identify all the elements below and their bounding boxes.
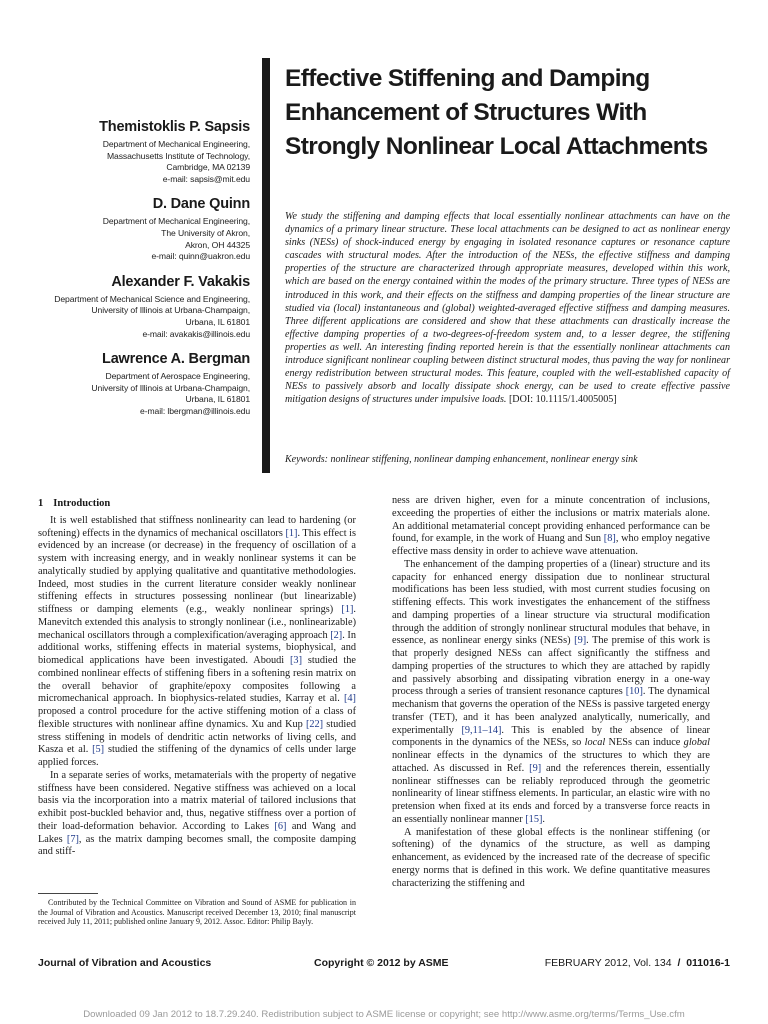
abstract-text: We study the stiffening and damping effects that local essentially nonlinear attachments can have on the dynamics of a primary linear structure. These local attachments can be designed to act as nonlinear energy sinks (NESs) of shock-induced energy by engaging in isolated resonance captures or resonance capture cascades with structural modes. After the introduction of the NESs, the effective stiffness and damping properties of the structure are characterized through appropriate measures, developed within this work, which are based on the energy contained within the modes of the primary structure. Three types of NESs are introduced in this work, and their effects on the stiffness and damping properties of the linear structure are studied via (local) instantaneous and (global) weighted-averaged effective stiffness and damping measures. Three different applications are considered and show that these attachments can drastically increase the effective damping properties of a two-degrees-of-freedom system and, to a lesser degree, the stiffening properties as well. An interesting finding reported herein is that the essentially nonlinear attachments can introduce significant nonlinear coupling between distinct structural modes, thus paving the way for nonlinear energy redistribution between structural modes. This feature, coupled with the well-established capacity of NESs to passively absorb and locally dissipate shock energy, can be used to create effective passive mitigation designs of structures under impulsive loads. [285, 211, 730, 406]
citation-link[interactable]: [2] [330, 629, 343, 641]
author-affiliation: Urbana, IL 61801 [185, 316, 250, 327]
citation-link[interactable]: [3] [290, 655, 303, 666]
journal-name: Journal of Vibration and Acoustics [38, 957, 212, 969]
author-affiliation: University of Illinois at Urbana-Champaign, [91, 382, 250, 393]
author-block [40, 273, 250, 340]
citation-link[interactable]: [7] [66, 833, 79, 845]
footnote: Contributed by the Technical Committee on Vibration and Sound of ASME for publication in the Journal of Vibration and Acoustics. Manuscript received December 13, 2010; final manuscript received July 11, 2011; published online January 9, 2012. Assoc. Editor: Philip Bayly. [38, 898, 356, 927]
issue-separator: / [677, 957, 681, 969]
citation-link[interactable]: [6] [274, 820, 287, 832]
author-affiliation: Akron, OH 44325 [185, 239, 250, 250]
author-email: e-mail: avakakis@illinois.edu [142, 328, 250, 339]
author-name: D. Dane Quinn [152, 196, 250, 213]
body-column-right [392, 495, 710, 890]
article-id: 011016-1 [686, 957, 730, 969]
author-affiliation: University of Illinois at Urbana-Champaign, [91, 305, 250, 316]
footnote-divider [38, 893, 98, 894]
body-paragraph: In a separate series of works, metamaterials with the property of negative stiffness have been considered. Negative stiffness was achieved on a local basis via the incorporation into a matrix material of tailored inclusions that exhibit post-buckled behavior and, thus, negative stiffness over a portion of their load-deformation behavior. According to Lakes [6] and Wang and Lakes [7], as the matrix damping becomes small, the composite damping and stiff- [38, 769, 357, 858]
citation-link[interactable]: [22] [305, 718, 324, 730]
body-paragraph: It is well established that stiffness nonlinearity can lead to hardening (or softening) effects in the dynamics of mechanical oscillators [1]. This effect is evidenced by an increase (or decrease) in the frequency of oscillation of a system with increasing energy, and in weakly nonlinear systems it can be analytically studied by applying qualitative and quantitative methodologies. Indeed, most studies in the current literature consider weakly nonlinear stiffening effects in structures possessing nonlinear (but linearizable) stiffness or damping elements (e.g., weakly nonlinear springs) [1]. Manevitch extended this analysis to strongly nonlinear (i.e., nonlinearizable) mechanical oscillators through a complexification/averaging approach [2]. In additional works, stiffening effects in material systems, biophysical, and biomedical applications have been investigated. Aboudi [3] studied the combined nonlinear effects of stiffening fibers in a softening resin matrix on the overall behavior of graphite/epoxy composites following a micromechanical approach. In biophysics-related studies, Karray et al. [4] proposed a control procedure for the active stiffening motion of a class of flexible structures with nonlinear affine dynamics. Xu and Kup [22] studied stress stiffening in models of dendritic actin networks of living cells, and Kasza et al. [5] studied the stiffening of the dynamics of cells under large applied forces. [38, 514, 357, 768]
author-email: e-mail: sapsis@mit.edu [162, 173, 250, 184]
body-paragraph: A manifestation of these global effects is the nonlinear stiffening (or softening) of the dynamics of the structure, as well as damping enhancement, as evidenced by the increased rate of the decrease of specific energy norms that is defined in this work. We define quantitative measures characterizing the stiffening and [392, 826, 710, 889]
author-name: Alexander F. Vakakis [111, 273, 250, 290]
body-paragraph: ness are driven higher, even for a minute concentration of inclusions, exceeding the properties of either the inclusions or matrix materials alone. An additional metamaterial concept providing enhanced performance can be found, for example, in the work of Huang and Sun [8], who employ negative effective mass density in order to achieve wave attenuation. [392, 495, 711, 557]
citation-link[interactable]: [15] [525, 813, 543, 825]
author-name: Lawrence A. Bergman [102, 351, 250, 368]
emphasis-text: global [683, 737, 710, 749]
section-title: Introduction [53, 498, 111, 509]
emphasis-text: local [584, 737, 606, 749]
abstract [285, 210, 730, 406]
issue-info [545, 957, 730, 969]
title-divider-bar [262, 58, 270, 473]
section-number: 1 [38, 498, 44, 509]
author-email: e-mail: lbergman@illinois.edu [140, 405, 250, 416]
author-block [40, 195, 250, 262]
citation-link[interactable]: [9] [529, 762, 542, 774]
doi-link[interactable]: [DOI: 10.1115/1.4005005] [508, 394, 617, 406]
left-paragraphs [38, 515, 356, 859]
author-affiliation: Department of Aerospace Engineering, [105, 371, 250, 382]
citation-link[interactable]: [1] [341, 604, 354, 615]
author-email: e-mail: quinn@uakron.edu [151, 251, 250, 262]
download-notice: Downloaded 09 Jan 2012 to 18.7.29.240. Redistribution subject to ASME license or copyright; see http://www.asme.org/terms/Terms_Use.cfm [83, 1009, 685, 1020]
author-name: Themistoklis P. Sapsis [99, 119, 250, 135]
body-paragraph: The enhancement of the damping properties of a (linear) structure and its capacity for enhanced energy dissipation due to nonlinear structural modifications has been less studied, with most current studies focusing on stiffening effects. This work investigates the enhancement of the stiffness and damping properties of a linear structure via structural modification through the addition of strongly nonlinear structural modules that behave, in essence, as nonlinear energy sinks (NESs) [9]. The premise of this work is that properly designed NESs can affect significantly the stiffness and damping properties of the structures to which they are attached by rapidly and passively absorbing and dissipating vibration energy in a one-way process through a series of transient resonance captures [10]. The dynamical mechanism that governs the operation of the NESs is passive targeted energy transfer (TET), and it has been analyzed analytically, numerically, and experimentally [9,11–14]. This is enabled by the absence of linear components in the dynamics of the NESs, so local NESs can induce global nonlinear effects in the dynamics of the structures to which they are attached. As discussed in Ref. [9] and the references therein, essentially nonlinear stiffnesses can be reliably reproduced through the geometric nonlinearity of linear stiffness elements. In particular, an elastic wire with no pretension when fixed at its ends and forced by a transverse force reacts in an essentially nonlinear manner [15]. [392, 558, 710, 825]
citation-link[interactable]: [1] [285, 527, 298, 539]
author-affiliation: Department of Mechanical Engineering, [102, 139, 250, 149]
author-block [40, 118, 250, 185]
citation-link[interactable]: [5] [92, 744, 105, 756]
author-block [40, 350, 250, 417]
citation-link[interactable]: [4] [343, 693, 356, 705]
citation-link[interactable]: [9] [574, 635, 587, 647]
citation-link[interactable]: [9,11–14] [461, 724, 502, 736]
author-affiliation: Urbana, IL 61801 [185, 394, 250, 405]
author-affiliation: The University of Akron, [161, 227, 250, 238]
author-affiliation: Department of Mechanical Engineering, [102, 216, 250, 227]
issue-date: FEBRUARY 2012, Vol. 134 [544, 957, 672, 969]
paper-title: Effective Stiffening and Damping Enhancement of Structures With Strongly Nonlinear Local Attachments [285, 65, 708, 160]
author-affiliation: Cambridge, MA 02139 [166, 162, 250, 173]
author-affiliation: Department of Mechanical Science and Engineering, [54, 293, 250, 304]
page-footer [38, 957, 730, 971]
copyright: Copyright © 2012 by ASME [314, 957, 449, 969]
author-affiliation: Massachusetts Institute of Technology, [106, 150, 250, 161]
citation-link[interactable]: [10] [625, 686, 643, 698]
author-list [40, 118, 250, 428]
body-column-left [38, 498, 356, 859]
section-heading [38, 498, 356, 511]
citation-link[interactable]: [8] [603, 533, 616, 545]
keywords: Keywords: nonlinear stiffening, nonlinear damping enhancement, nonlinear energy sink [285, 454, 638, 465]
